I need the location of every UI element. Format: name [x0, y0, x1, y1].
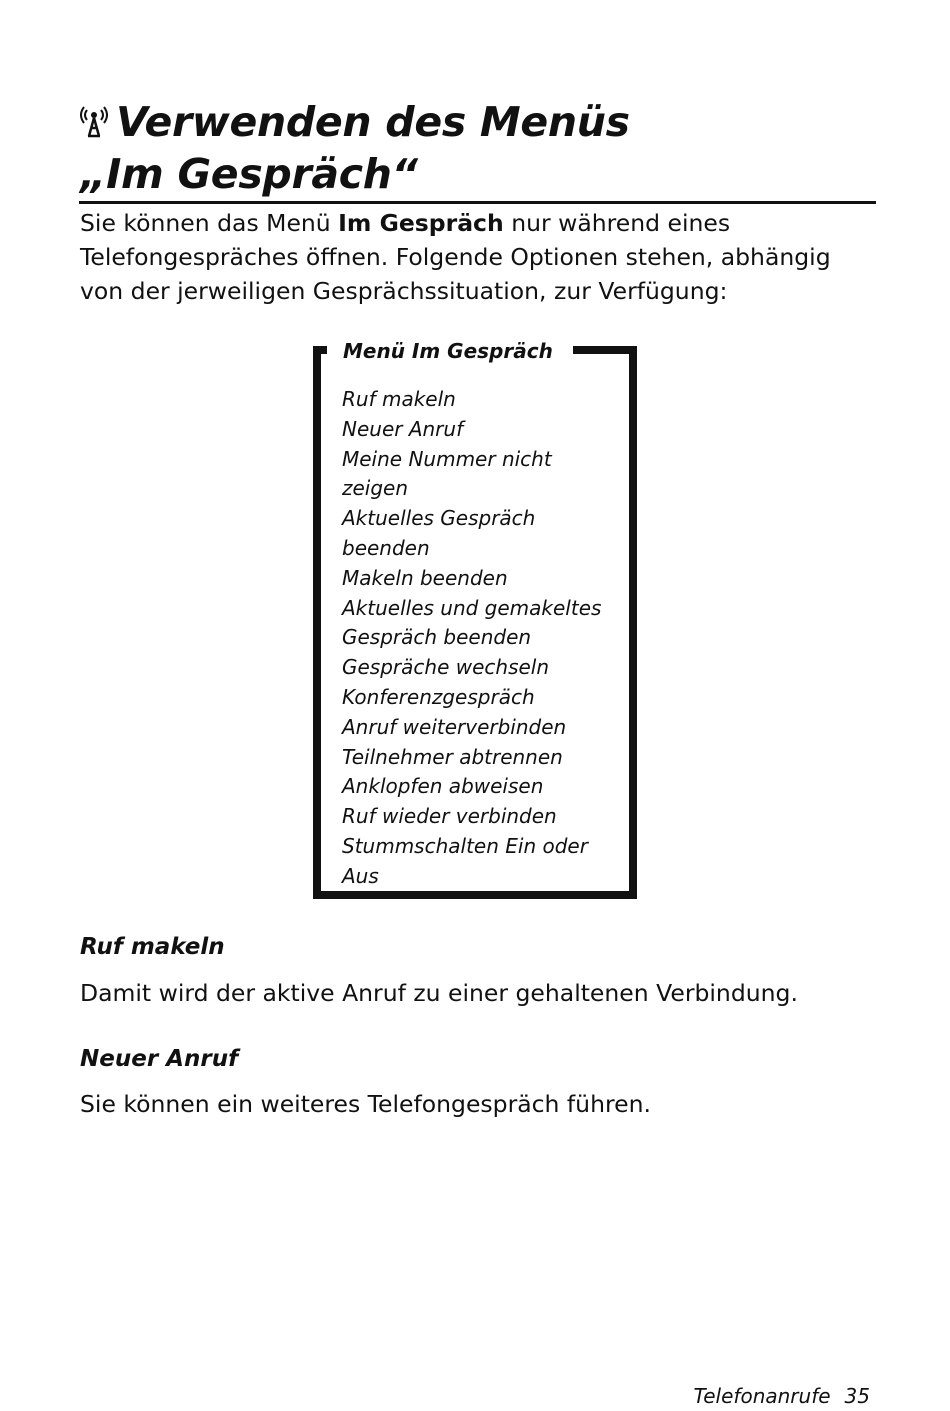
- intro-bold-term: Im Gespräch: [338, 209, 504, 237]
- antenna-icon: [80, 104, 108, 138]
- heading-rule: [79, 201, 876, 204]
- menu-title: Menü Im Gespräch: [343, 339, 553, 363]
- menu-option: Anklopfen abweisen: [342, 774, 544, 799]
- page-heading: [80, 96, 880, 200]
- intro-text-after: nur während eines Telefongespräches öffnen. Folgende Optionen stehen, abhängig von der jerweiligen Gesprächssituation, zur Verfügung:: [80, 209, 831, 305]
- heading-line-1: [80, 96, 880, 148]
- menu-option: Ruf wieder verbinden: [342, 804, 557, 829]
- heading-text-1: Verwenden des Menüs: [116, 98, 630, 146]
- heading-line-2: „Im Gespräch“: [80, 150, 418, 198]
- menu-option: Konferenzgespräch: [342, 684, 535, 709]
- menu-option: Aktuelles Gespräch beenden: [342, 506, 536, 560]
- menu-option: Ruf makeln: [342, 387, 456, 411]
- menu-option: Makeln beenden: [342, 565, 508, 590]
- intro-paragraph: [80, 206, 880, 308]
- menu-option: Anruf weiterverbinden: [342, 714, 567, 739]
- intro-text-before: Sie können das Menü: [80, 209, 339, 237]
- menu-option-list: [342, 385, 617, 892]
- section-title-neuer-anruf: Neuer Anruf: [80, 1046, 239, 1072]
- footer-chapter: Telefonanrufe: [693, 1384, 831, 1408]
- page-footer: [694, 1382, 871, 1410]
- menu-option: Teilnehmer abtrennen: [342, 744, 563, 769]
- page-number: 35: [844, 1384, 870, 1408]
- menu-option: Stummschalten Ein oder Aus: [342, 833, 588, 888]
- menu-option: Aktuelles und gemakeltes Gespräch beenden: [342, 595, 602, 650]
- menu-option: Meine Nummer nicht zeigen: [342, 446, 552, 501]
- menu-option: Gespräche wechseln: [342, 655, 550, 680]
- section-text-ruf-makeln: Damit wird der aktive Anruf zu einer gehaltenen Verbindung.: [80, 979, 798, 1007]
- section-text-neuer-anruf: Sie können ein weiteres Telefongespräch führen.: [80, 1090, 651, 1118]
- menu-option: Neuer Anruf: [342, 416, 464, 441]
- section-title-ruf-makeln: Ruf makeln: [80, 934, 225, 960]
